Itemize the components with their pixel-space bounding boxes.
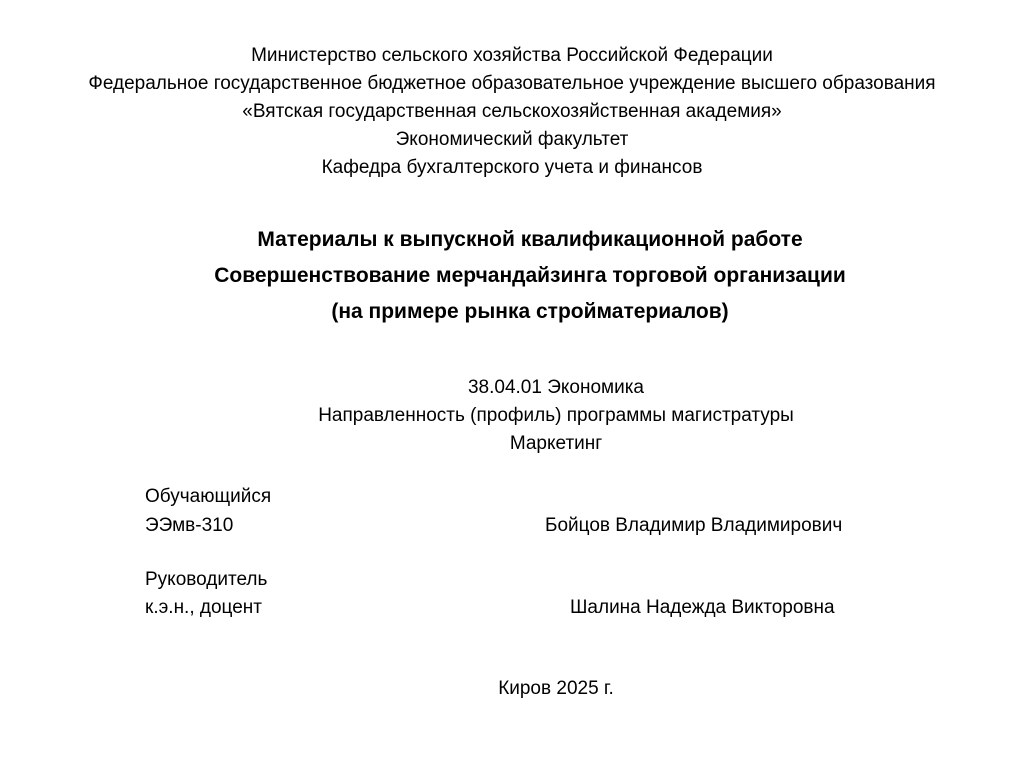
thesis-title	[0, 222, 1024, 330]
student-name: Бойцов Владимир Владимирович	[545, 515, 843, 536]
specialty-direction: Направленность (профиль) программы магистратуры	[318, 405, 794, 426]
department-line: Кафедра бухгалтерского учета и финансов	[321, 157, 703, 178]
specialty-code: 38.04.01 Экономика	[467, 377, 645, 398]
ministry-line: Министерство сельского хозяйства Российской Федерации	[251, 45, 773, 66]
institution-type-line: Федеральное государственное бюджетное образовательное учреждение высшего образования	[88, 73, 936, 94]
student-role: Обучающийся	[145, 486, 272, 507]
title-line-3: (на примере рынка стройматериалов)	[331, 300, 729, 323]
supervisor-role: Руководитель	[145, 569, 268, 590]
academy-line: «Вятская государственная сельскохозяйственная академия»	[242, 101, 782, 122]
specialty-block	[0, 374, 1024, 458]
supervisor-name: Шалина Надежда Викторовна	[570, 597, 835, 618]
title-line-2: Совершенствование мерчандайзинга торговой организации	[214, 264, 846, 287]
city-year: Киров 2025 г.	[498, 678, 614, 699]
supervisor-degree: к.э.н., доцент	[145, 597, 262, 618]
student-group: ЭЭмв-310	[145, 515, 234, 536]
faculty-line: Экономический факультет	[395, 129, 629, 150]
specialty-profile: Маркетинг	[509, 433, 603, 454]
title-line-1: Материалы к выпускной квалификационной работе	[257, 228, 803, 251]
institution-header	[0, 42, 1024, 182]
